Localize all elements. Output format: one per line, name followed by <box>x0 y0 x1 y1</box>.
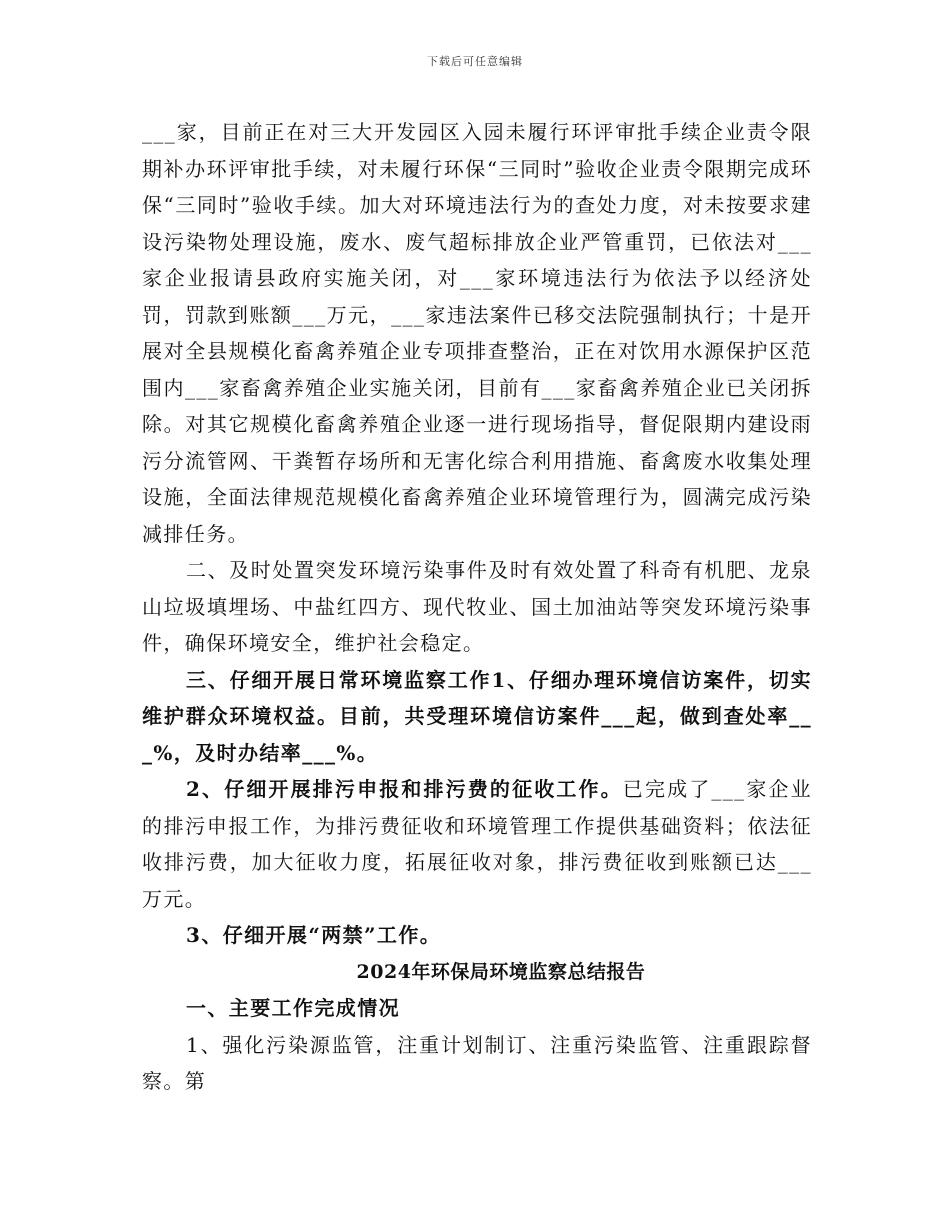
document-body <box>142 114 812 1100</box>
report-title <box>142 954 812 991</box>
paragraph-emergency-response: 二、及时处置突发环境污染事件及时有效处置了科奇有机肥、龙泉山垃圾填埋场、中盐红四方、现代牧业、国土加油站等突发环境污染事件，确保环境安全，维护社会稳定。 <box>142 558 812 655</box>
paragraph-discharge-fees <box>142 771 812 917</box>
discharge-fees-text: 已完成了___家企业的排污申报工作，为排污费征收和环境管理工作提供基础资料；依法征收排污费，加大征收力度，拓展征收对象，排污费征收到账额已达___万元。 <box>142 777 813 911</box>
report-title-text: 2024年环保局环境监察总结报告 <box>356 960 646 983</box>
page-header: 下载后可任意编辑 <box>427 55 523 68</box>
paragraph-two-bans: 3、仔细开展“两禁”工作。 <box>186 923 442 947</box>
paragraph-daily-inspection: 三、仔细开展日常环境监察工作1、仔细办理环境信访案件，切实维护群众环境权益。目前，共受理环境信访案件___起，做到查处率___%，及时办结率___%。 <box>142 667 812 765</box>
discharge-fees-heading: 2、仔细开展排污申报和排污费的征收工作。 <box>186 777 623 801</box>
section-heading-main-work: 一、主要工作完成情况 <box>186 996 400 1020</box>
paragraph-source-supervision: 1、强化污染源监管，注重计划制订、注重污染监管、注重跟踪督察。第 <box>142 1032 812 1093</box>
paragraph-pollution-control: ___家，目前正在对三大开发园区入园未履行环评审批手续企业责令限期补办环评审批手续，对未履行环保“三同时”验收企业责令限期完成环保“三同时”验收手续。加大对环境违法行为的查处力度，对未按要求建设污染物处理设施，废水、废气超标排放企业严管重罚，已依法对___家企业报请县政府实施关闭，对___家环境违法行为依法予以经济处罚，罚款到账额___万元，___家违法案件已移交法院强制执行；十是开展对全县规模化畜禽养殖企业专项排查整治，正在对饮用水源保护区范围内___家畜禽养殖企业实施关闭，目前有___家畜禽养殖企业已关闭拆除。对其它规模化畜禽养殖企业逐一进行现场指导，督促限期内建设雨污分流管网、干粪暂存场所和无害化综合利用措施、畜禽废水收集处理设施，全面法律规范规模化畜禽养殖企业环境管理行为，圆满完成污染减排任务。 <box>142 120 812 546</box>
